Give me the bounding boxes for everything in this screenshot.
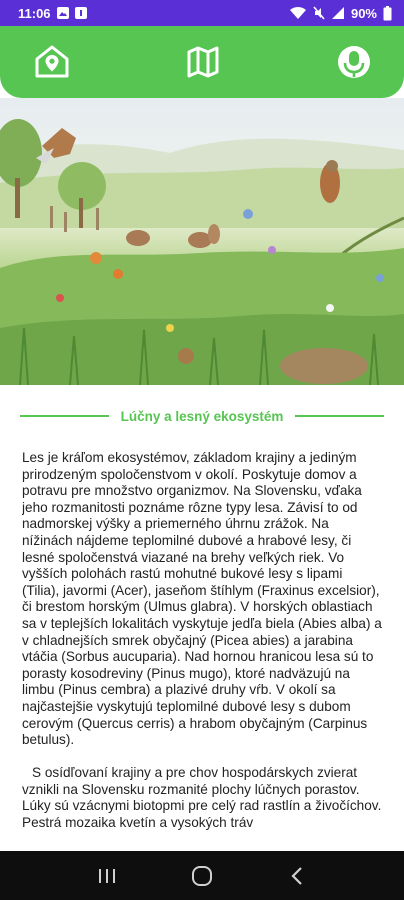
microphone-icon (336, 44, 372, 80)
map-button[interactable] (183, 42, 223, 82)
audio-guide-button[interactable] (334, 42, 374, 82)
status-bar (0, 0, 404, 26)
home-circle-icon (191, 865, 213, 887)
title-divider-right (295, 415, 384, 417)
back-button[interactable] (277, 856, 317, 896)
status-left (18, 6, 87, 21)
article-content (22, 450, 382, 850)
section-title-row (20, 406, 384, 426)
map-icon (185, 44, 221, 80)
mute-icon (313, 6, 325, 20)
home-button[interactable] (32, 42, 72, 82)
image-notification-icon (57, 7, 69, 19)
article-paragraph: S osídľovaní krajiny a pre chov hospodárskych zvierat vznikli na Slovensku rozmanité plochy lúčnych porastov. Lúky sú vzácnymi biotopmi pre celý rad rastlín a živočíchov. Pestrá mozaika kvetín a vysokých tráv (22, 765, 382, 831)
article-paragraph: Les je kráľom ekosystémov, základom krajiny a jediným prirodzeným spoločenstvom v okolí. Poskytuje domov a potravu pre množstvo organizmov. Na Slovensku, vďaka jeho rozmanitosti poznáme rôzne typy lesa. Závisí to od nadmorskej výšky a priemerného úhrnu zrážok. Na nížinách nájdeme teplomilné dubové a hrabové lesy, či lesné spoločenstvá viazané na brehy veľkých riek. Vo vyšších polohách rastú mohutné bukové lesy s lipami (Tilia), javormi (Acer), jaseňom štíhlym (Fraxinus excelsior), či brestom horským (Ulmus glabra). V horských oblastiach sa v teplejších lokalitách vyskytuje jedľa biela (Abies alba) a v chladnejších smrek obyčajný (Picea abies) a jarabina vtáčia (Sorbus aucuparia). Nad hornou hranicou lesa sú to porasty kosodreviny (Pinus mugo), ktoré nadväzujú na limbu (Pinus cembra) a plazivé druhy vŕb. V okolí sa najčastejšie vyskytujú teplomilné dubové lesy s dubom cerovým (Quercus cerris) a hrabom obyčajným (Carpinus betulus). (22, 450, 382, 748)
wifi-icon (289, 6, 307, 20)
meadow-forest-illustration (0, 98, 404, 385)
section-title: Lúčny a lesný ekosystém (120, 408, 284, 424)
signal-icon (331, 6, 345, 20)
back-chevron-icon (290, 866, 304, 886)
meadow-illustration-art (0, 98, 404, 385)
home-system-button[interactable] (182, 856, 222, 896)
recent-apps-icon (97, 867, 117, 885)
system-nav-bar (0, 851, 404, 900)
status-right (289, 6, 392, 21)
title-divider-left (20, 415, 109, 417)
home-location-icon (34, 44, 70, 80)
app-header (0, 26, 404, 98)
recent-apps-button[interactable] (87, 856, 127, 896)
status-time: 11:06 (18, 5, 51, 21)
battery-icon (383, 6, 392, 21)
app-notification-icon (75, 7, 87, 19)
battery-percent: 90% (350, 5, 377, 21)
